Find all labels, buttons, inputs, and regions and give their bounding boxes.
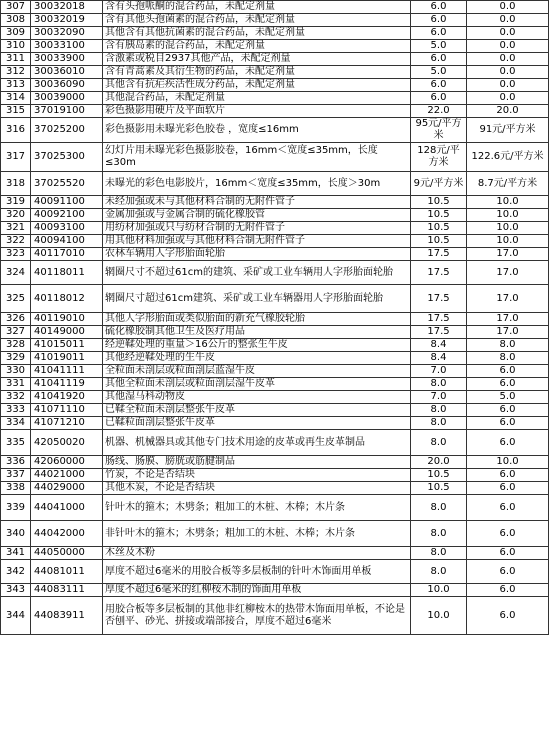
provisional-rate: 8.0 [467, 352, 549, 365]
row-number: 333 [1, 404, 31, 417]
table-row [1, 597, 549, 635]
provisional-rate: 0.0 [467, 40, 549, 53]
mfn-rate: 10.5 [411, 196, 467, 209]
tariff-code: 37019100 [31, 105, 103, 118]
tariff-code: 44029000 [31, 482, 103, 495]
mfn-rate: 17.5 [411, 285, 467, 313]
mfn-rate: 10.5 [411, 235, 467, 248]
row-number: 321 [1, 222, 31, 235]
goods-name: 幻灯片用未曝光彩色摄影胶卷，16mm＜宽度≤35mm，长度≤30m [103, 143, 411, 172]
mfn-rate: 6.0 [411, 92, 467, 105]
tariff-code: 30033100 [31, 40, 103, 53]
row-number: 316 [1, 118, 31, 143]
tariff-code: 42050020 [31, 430, 103, 456]
provisional-rate: 17.0 [467, 313, 549, 326]
tariff-code: 37025520 [31, 172, 103, 196]
provisional-rate: 17.0 [467, 326, 549, 339]
table-row [1, 365, 549, 378]
goods-name: 未经加强或未与其他材料合制的无附件管子 [103, 196, 411, 209]
tariff-code: 40149000 [31, 326, 103, 339]
provisional-rate: 122.6元/平方米 [467, 143, 549, 172]
provisional-rate: 6.0 [467, 495, 549, 521]
goods-name: 彩色摄影用硬片及平面软片 [103, 105, 411, 118]
mfn-rate: 8.0 [411, 560, 467, 584]
row-number: 313 [1, 79, 31, 92]
goods-name: 机器、机械器具或其他专门技术用途的皮革或再生皮革制品 [103, 430, 411, 456]
tariff-code: 37025200 [31, 118, 103, 143]
row-number: 320 [1, 209, 31, 222]
tariff-code: 41041920 [31, 391, 103, 404]
row-number: 341 [1, 547, 31, 560]
goods-name: 木丝及木粉 [103, 547, 411, 560]
goods-name: 其他混合药品，未配定剂量 [103, 92, 411, 105]
table-row [1, 53, 549, 66]
table-row [1, 143, 549, 172]
provisional-rate: 91元/平方米 [467, 118, 549, 143]
provisional-rate: 0.0 [467, 53, 549, 66]
table-row [1, 209, 549, 222]
goods-name: 全粒面未剖层或粒面剖层蓝湿牛皮 [103, 365, 411, 378]
tariff-code: 30036090 [31, 79, 103, 92]
provisional-rate: 20.0 [467, 105, 549, 118]
tariff-code: 37025300 [31, 143, 103, 172]
mfn-rate: 8.0 [411, 547, 467, 560]
provisional-rate: 0.0 [467, 14, 549, 27]
tariff-code: 41041111 [31, 365, 103, 378]
provisional-rate: 0.0 [467, 27, 549, 40]
provisional-rate: 17.0 [467, 248, 549, 261]
table-row [1, 456, 549, 469]
mfn-rate: 7.0 [411, 391, 467, 404]
row-number: 311 [1, 53, 31, 66]
table-row [1, 391, 549, 404]
table-row [1, 118, 549, 143]
provisional-rate: 6.0 [467, 547, 549, 560]
mfn-rate: 6.0 [411, 1, 467, 14]
tariff-code: 40119010 [31, 313, 103, 326]
table-row [1, 66, 549, 79]
provisional-rate: 17.0 [467, 285, 549, 313]
table-row [1, 79, 549, 92]
goods-name: 含有青蒿素及其衍生物的药品，未配定剂量 [103, 66, 411, 79]
table-row [1, 326, 549, 339]
row-number: 323 [1, 248, 31, 261]
mfn-rate: 6.0 [411, 79, 467, 92]
mfn-rate: 10.0 [411, 597, 467, 635]
mfn-rate: 10.5 [411, 469, 467, 482]
row-number: 327 [1, 326, 31, 339]
provisional-rate: 5.0 [467, 391, 549, 404]
tariff-code: 44081011 [31, 560, 103, 584]
tariff-code: 40093100 [31, 222, 103, 235]
provisional-rate: 0.0 [467, 1, 549, 14]
goods-name: 用其他材料加强或与其他材料合制无附件管子 [103, 235, 411, 248]
goods-name: 其他木炭，不论是否结块 [103, 482, 411, 495]
row-number: 343 [1, 584, 31, 597]
provisional-rate: 6.0 [467, 584, 549, 597]
tariff-code: 44083911 [31, 597, 103, 635]
goods-name: 已鞣全粒面未剖层整张牛皮革 [103, 404, 411, 417]
table-row [1, 430, 549, 456]
row-number: 307 [1, 1, 31, 14]
mfn-rate: 7.0 [411, 365, 467, 378]
row-number: 336 [1, 456, 31, 469]
tariff-code: 30039000 [31, 92, 103, 105]
provisional-rate: 10.0 [467, 196, 549, 209]
goods-name: 竹炭，不论是否结块 [103, 469, 411, 482]
goods-name: 其他经逆鞣处理的生牛皮 [103, 352, 411, 365]
provisional-rate: 6.0 [467, 521, 549, 547]
goods-name: 其他全粒面未剖层或粒面剖层湿牛皮革 [103, 378, 411, 391]
row-number: 332 [1, 391, 31, 404]
table-row [1, 196, 549, 209]
mfn-rate: 8.0 [411, 417, 467, 430]
row-number: 308 [1, 14, 31, 27]
row-number: 317 [1, 143, 31, 172]
provisional-rate: 6.0 [467, 417, 549, 430]
table-row [1, 285, 549, 313]
goods-name: 硫化橡胶制其他卫生及医疗用品 [103, 326, 411, 339]
tariff-code: 40091100 [31, 196, 103, 209]
goods-name: 用纺材加强或只与纺材合制的无附件管子 [103, 222, 411, 235]
row-number: 340 [1, 521, 31, 547]
table-row [1, 339, 549, 352]
table-row [1, 92, 549, 105]
row-number: 342 [1, 560, 31, 584]
goods-name: 金属加强或与金属合制的硫化橡胶管 [103, 209, 411, 222]
row-number: 331 [1, 378, 31, 391]
provisional-rate: 0.0 [467, 92, 549, 105]
table-row [1, 172, 549, 196]
mfn-rate: 6.0 [411, 27, 467, 40]
tariff-code: 44042000 [31, 521, 103, 547]
mfn-rate: 8.4 [411, 352, 467, 365]
tariff-code: 44041000 [31, 495, 103, 521]
tariff-code: 41015011 [31, 339, 103, 352]
row-number: 325 [1, 285, 31, 313]
mfn-rate: 10.5 [411, 222, 467, 235]
mfn-rate: 95元/平方米 [411, 118, 467, 143]
row-number: 329 [1, 352, 31, 365]
tariff-code: 42060000 [31, 456, 103, 469]
table-row [1, 547, 549, 560]
row-number: 337 [1, 469, 31, 482]
goods-name: 含有头孢哌酮的混合药品，未配定剂量 [103, 1, 411, 14]
provisional-rate: 10.0 [467, 209, 549, 222]
table-row [1, 235, 549, 248]
tariff-code: 44083111 [31, 584, 103, 597]
table-row [1, 352, 549, 365]
provisional-rate: 0.0 [467, 66, 549, 79]
mfn-rate: 10.0 [411, 584, 467, 597]
row-number: 310 [1, 40, 31, 53]
tariff-code: 30032090 [31, 27, 103, 40]
goods-name: 经逆鞣处理的重量＞16公斤的整张生牛皮 [103, 339, 411, 352]
provisional-rate: 10.0 [467, 235, 549, 248]
row-number: 338 [1, 482, 31, 495]
tariff-code: 40118012 [31, 285, 103, 313]
mfn-rate: 6.0 [411, 14, 467, 27]
mfn-rate: 17.5 [411, 313, 467, 326]
table-row [1, 313, 549, 326]
table-row [1, 417, 549, 430]
row-number: 339 [1, 495, 31, 521]
table-row [1, 404, 549, 417]
table-row [1, 469, 549, 482]
goods-name: 肠线、肠膜、膀胱或筋腱制品 [103, 456, 411, 469]
mfn-rate: 8.0 [411, 521, 467, 547]
goods-name: 厚度不超过6毫米的红柳桉木制的饰面用单板 [103, 584, 411, 597]
table-row [1, 27, 549, 40]
mfn-rate: 22.0 [411, 105, 467, 118]
provisional-rate: 8.0 [467, 339, 549, 352]
table-row [1, 560, 549, 584]
mfn-rate: 128元/平方米 [411, 143, 467, 172]
provisional-rate: 6.0 [467, 430, 549, 456]
tariff-code: 41071110 [31, 404, 103, 417]
tariff-code: 40117010 [31, 248, 103, 261]
provisional-rate: 0.0 [467, 79, 549, 92]
table-row [1, 248, 549, 261]
provisional-rate: 17.0 [467, 261, 549, 285]
row-number: 312 [1, 66, 31, 79]
goods-name: 用胶合板等多层板制的其他非红柳桉木的热带木饰面用单板，不论是否刨平、砂光、拼接或端部接合，厚度不超过6毫米 [103, 597, 411, 635]
goods-name: 已鞣粒面剖层整张牛皮革 [103, 417, 411, 430]
mfn-rate: 9元/平方米 [411, 172, 467, 196]
tariff-table-body [1, 0, 549, 635]
goods-name: 其他湿马科动物皮 [103, 391, 411, 404]
table-row [1, 584, 549, 597]
goods-name: 彩色摄影用未曝光彩色胶卷 ，宽度≤16mm [103, 118, 411, 143]
provisional-rate: 6.0 [467, 404, 549, 417]
row-number: 314 [1, 92, 31, 105]
table-row [1, 495, 549, 521]
row-number: 330 [1, 365, 31, 378]
tariff-code: 41019011 [31, 352, 103, 365]
table-row [1, 40, 549, 53]
mfn-rate: 5.0 [411, 40, 467, 53]
provisional-rate: 6.0 [467, 469, 549, 482]
row-number: 319 [1, 196, 31, 209]
row-number: 315 [1, 105, 31, 118]
tariff-code: 30033900 [31, 53, 103, 66]
mfn-rate: 8.4 [411, 339, 467, 352]
mfn-rate: 10.5 [411, 209, 467, 222]
tariff-code: 30036010 [31, 66, 103, 79]
mfn-rate: 17.5 [411, 261, 467, 285]
row-number: 324 [1, 261, 31, 285]
mfn-rate: 17.5 [411, 248, 467, 261]
provisional-rate: 6.0 [467, 378, 549, 391]
table-row [1, 1, 549, 14]
goods-name: 辋圈尺寸超过61cm建筑、采矿或工业车辆器用人字形胎面轮胎 [103, 285, 411, 313]
table-row [1, 482, 549, 495]
goods-name: 非针叶木的箍木；木劈条；粗加工的木桩、木棒；木片条 [103, 521, 411, 547]
row-number: 335 [1, 430, 31, 456]
provisional-rate: 10.0 [467, 222, 549, 235]
tariff-code: 30032018 [31, 1, 103, 14]
provisional-rate: 6.0 [467, 365, 549, 378]
row-number: 334 [1, 417, 31, 430]
provisional-rate: 10.0 [467, 456, 549, 469]
tariff-code: 41071210 [31, 417, 103, 430]
tariff-code: 44050000 [31, 547, 103, 560]
goods-name: 辋圈尺寸不超过61cm的建筑、采矿或工业车辆用人字形胎面轮胎 [103, 261, 411, 285]
tariff-code: 40118011 [31, 261, 103, 285]
goods-name: 农林车辆用人字形胎面轮胎 [103, 248, 411, 261]
provisional-rate: 8.7元/平方米 [467, 172, 549, 196]
table-row [1, 521, 549, 547]
goods-name: 其他含有其他抗菌素的混合药品，未配定剂量 [103, 27, 411, 40]
row-number: 322 [1, 235, 31, 248]
table-row [1, 378, 549, 391]
goods-name: 其他人字形胎面或类似胎面的新充气橡胶轮胎 [103, 313, 411, 326]
goods-name: 针叶木的箍木；木劈条；粗加工的木桩、木棒；木片条 [103, 495, 411, 521]
mfn-rate: 8.0 [411, 404, 467, 417]
row-number: 326 [1, 313, 31, 326]
goods-name: 含激素或税目2937其他产品，未配定剂量 [103, 53, 411, 66]
row-number: 328 [1, 339, 31, 352]
mfn-rate: 8.0 [411, 495, 467, 521]
mfn-rate: 6.0 [411, 53, 467, 66]
table-row [1, 261, 549, 285]
mfn-rate: 10.5 [411, 482, 467, 495]
tariff-code: 40092100 [31, 209, 103, 222]
mfn-rate: 17.5 [411, 326, 467, 339]
goods-name: 未曝光的彩色电影胶片，16mm＜宽度≤35mm，长度＞30m [103, 172, 411, 196]
goods-name: 其他含有抗疟疾活性成分药品，未配定剂量 [103, 79, 411, 92]
mfn-rate: 8.0 [411, 378, 467, 391]
mfn-rate: 20.0 [411, 456, 467, 469]
goods-name: 含有胰岛素的混合药品，未配定剂量 [103, 40, 411, 53]
row-number: 309 [1, 27, 31, 40]
mfn-rate: 5.0 [411, 66, 467, 79]
tariff-code: 44021000 [31, 469, 103, 482]
provisional-rate: 6.0 [467, 597, 549, 635]
goods-name: 厚度不超过6毫米的用胶合板等多层板制的针叶木饰面用单板 [103, 560, 411, 584]
goods-name: 含有其他头孢菌素的混合药品，未配定剂量 [103, 14, 411, 27]
mfn-rate: 8.0 [411, 430, 467, 456]
provisional-rate: 6.0 [467, 482, 549, 495]
row-number: 344 [1, 597, 31, 635]
table-row [1, 14, 549, 27]
tariff-code: 41041119 [31, 378, 103, 391]
tariff-code: 40094100 [31, 235, 103, 248]
row-number: 318 [1, 172, 31, 196]
table-row [1, 222, 549, 235]
table-row [1, 105, 549, 118]
provisional-rate: 6.0 [467, 560, 549, 584]
tariff-code: 30032019 [31, 14, 103, 27]
